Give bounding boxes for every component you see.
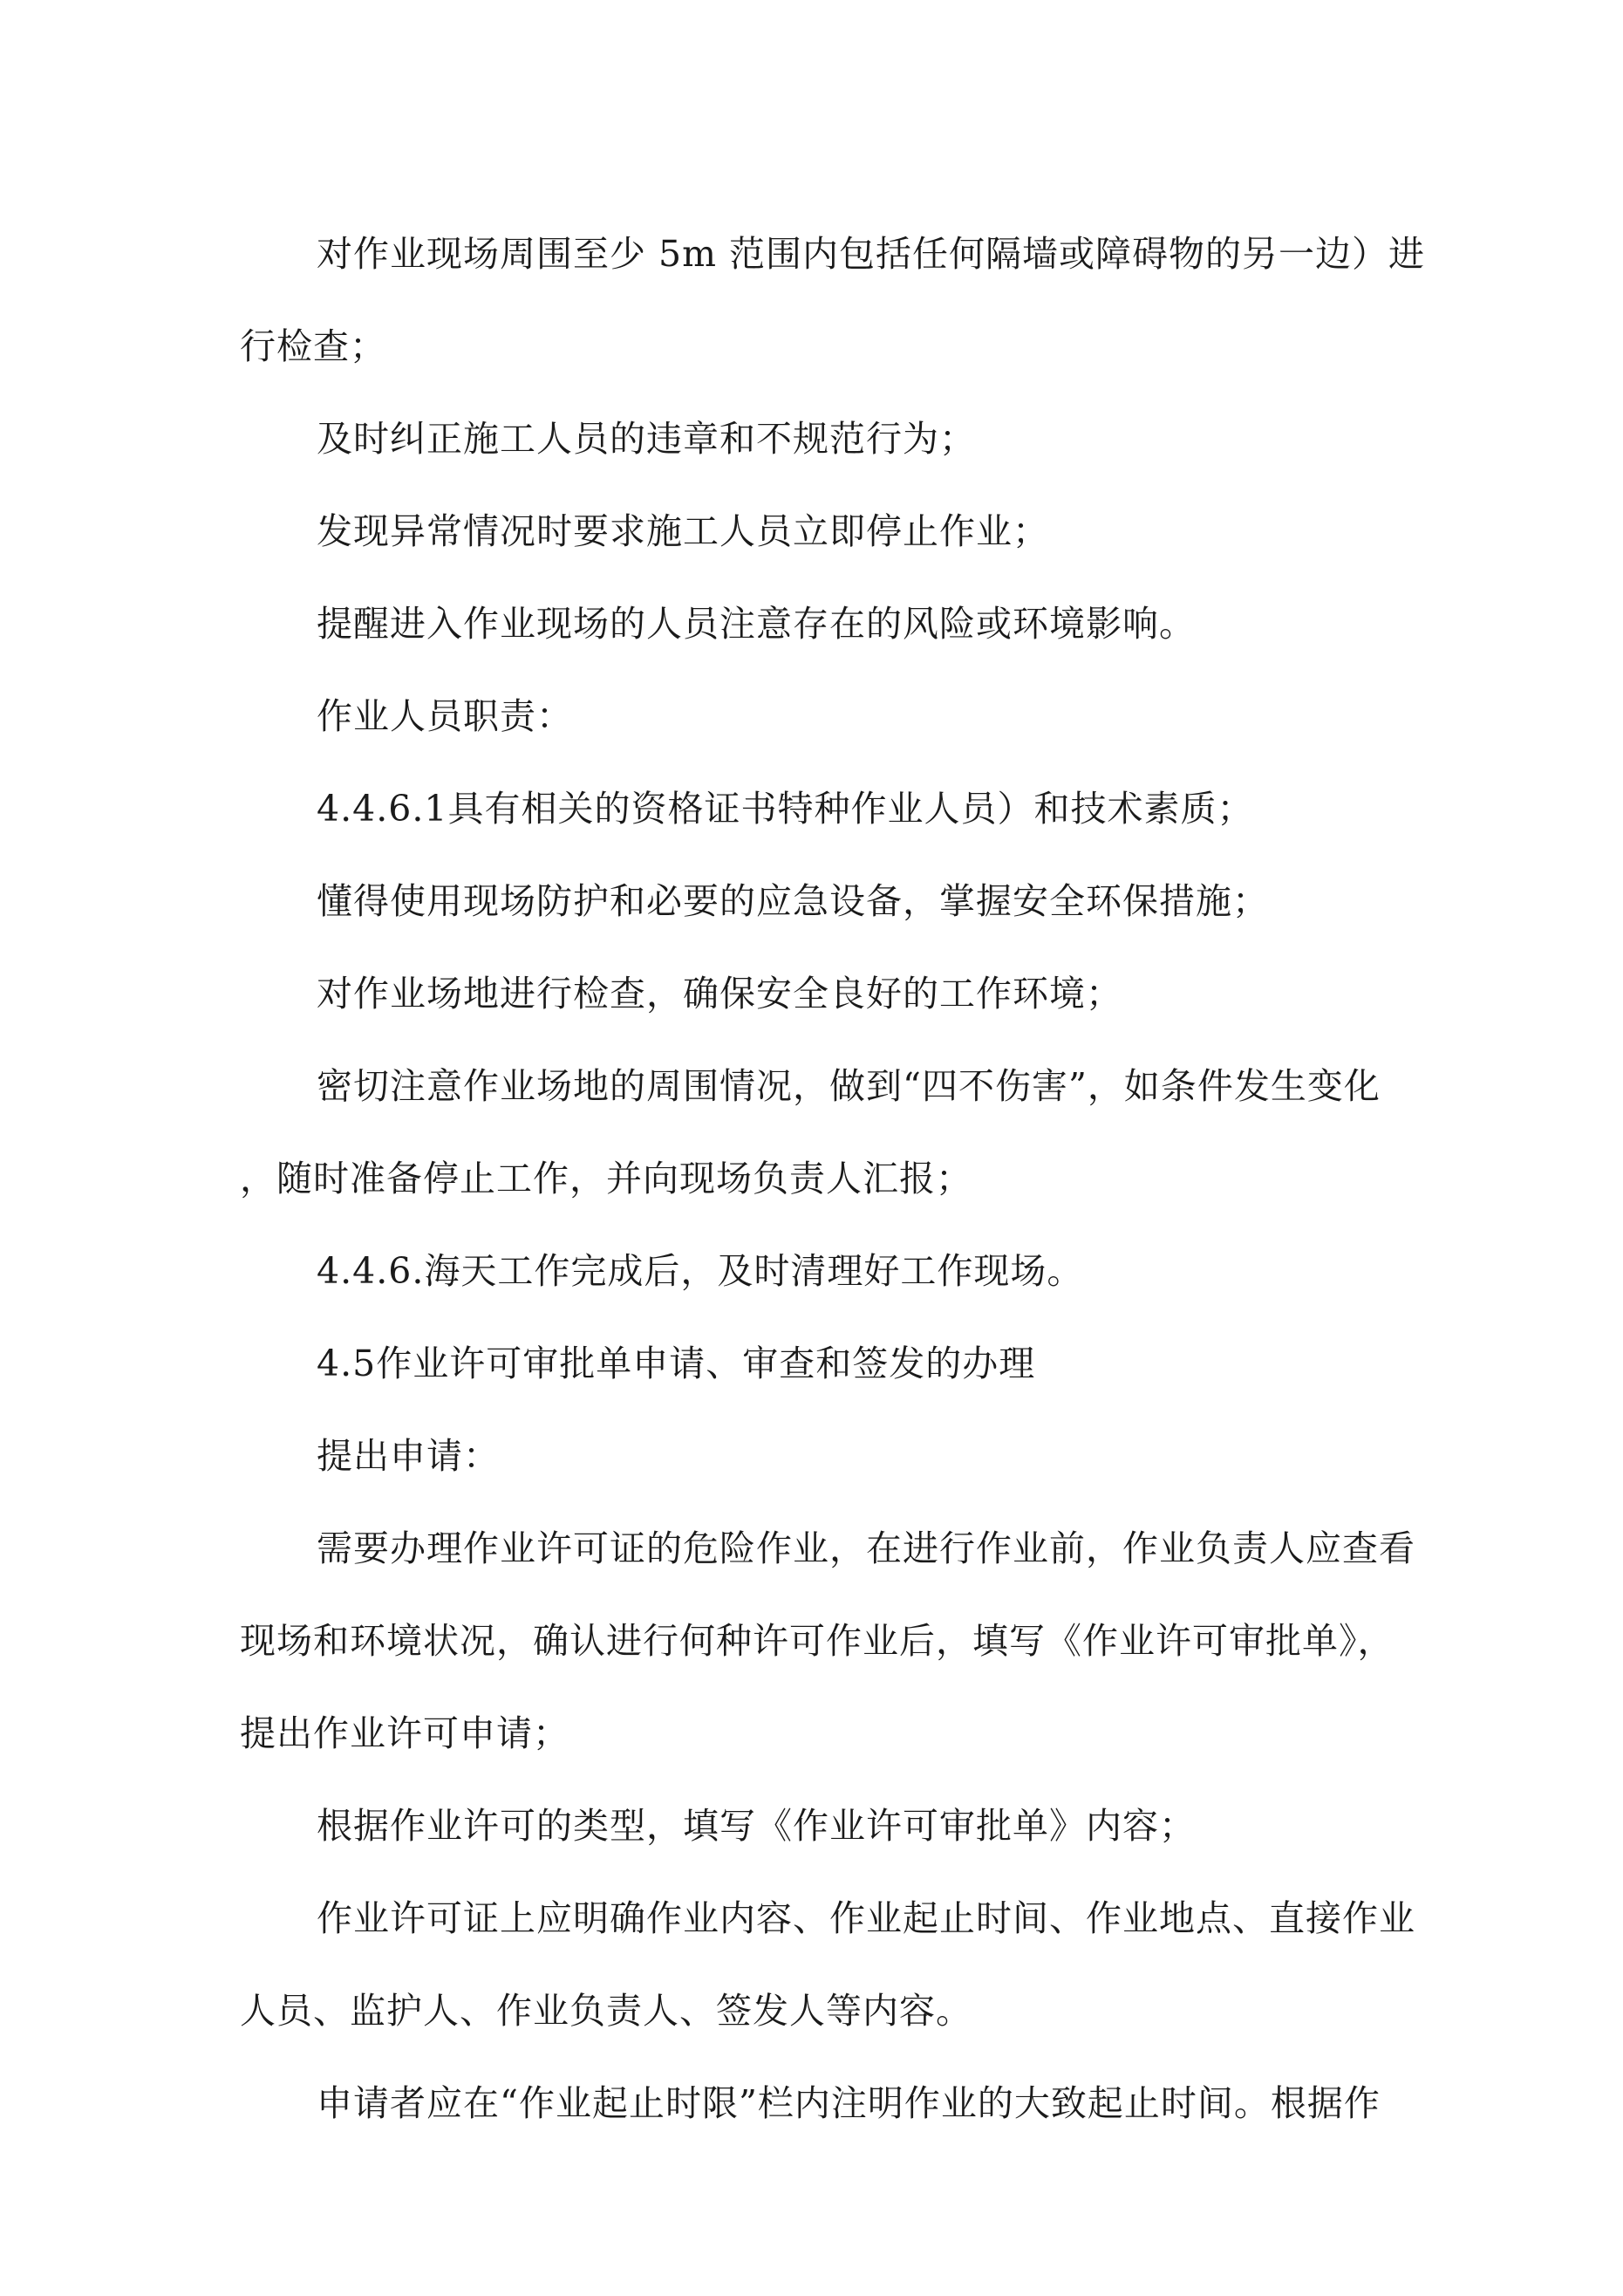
- text-line: 对作业现场周围至少 5m 范围内包括任何隔墙或障碍物的另一边）进: [317, 233, 1426, 275]
- text-line: 行检查；: [240, 325, 386, 367]
- text-line: 作业许可证上应明确作业内容、作业起止时间、作业地点、直接作业: [317, 1897, 1415, 1939]
- text-line: 密切注意作业场地的周围情况，做到“四不伤害”，如条件发生变化: [317, 1065, 1381, 1107]
- text-line: ，随时准备停止工作，并向现场负责人汇报；: [240, 1158, 972, 1199]
- text-line: 发现异常情况时要求施工人员立即停止作业；: [317, 510, 1049, 552]
- text-line: 对作业场地进行检查，确保安全良好的工作环境；: [317, 973, 1122, 1015]
- text-line: 懂得使用现场防护和必要的应急设备，掌握安全环保措施；: [317, 880, 1269, 922]
- section-heading: 作业人员职责：: [317, 695, 573, 737]
- text-line: 提醒进入作业现场的人员注意存在的风险或环境影响。: [317, 603, 1196, 645]
- subsection-heading: 提出申请：: [317, 1435, 500, 1477]
- text-line: 需要办理作业许可证的危险作业，在进行作业前，作业负责人应查看: [317, 1527, 1415, 1569]
- text-line: 4.4.6.海天工作完成后，及时清理好工作现场。: [317, 1250, 1084, 1292]
- text-line: 现场和环境状况，确认进行何种许可作业后，填写《作业许可审批单》，: [240, 1620, 1395, 1662]
- text-line: 人员、监护人、作业负责人、签发人等内容。: [240, 1990, 972, 2032]
- section-heading: 4.5作业许可审批单申请、审查和签发的办理: [317, 1343, 1036, 1384]
- text-line: 申请者应在“作业起止时限”栏内注明作业的大致起止时间。根据作: [317, 2082, 1381, 2124]
- text-line: 4.4.6.1具有相关的资格证书特种作业人员）和技术素质；: [317, 788, 1254, 830]
- text-line: 根据作业许可的类型，填写《作业许可审批单》内容；: [317, 1805, 1196, 1847]
- document-body: [240, 208, 1426, 2149]
- text-line: 及时纠正施工人员的违章和不规范行为；: [317, 418, 976, 460]
- text-line: 提出作业许可申请；: [240, 1712, 569, 1754]
